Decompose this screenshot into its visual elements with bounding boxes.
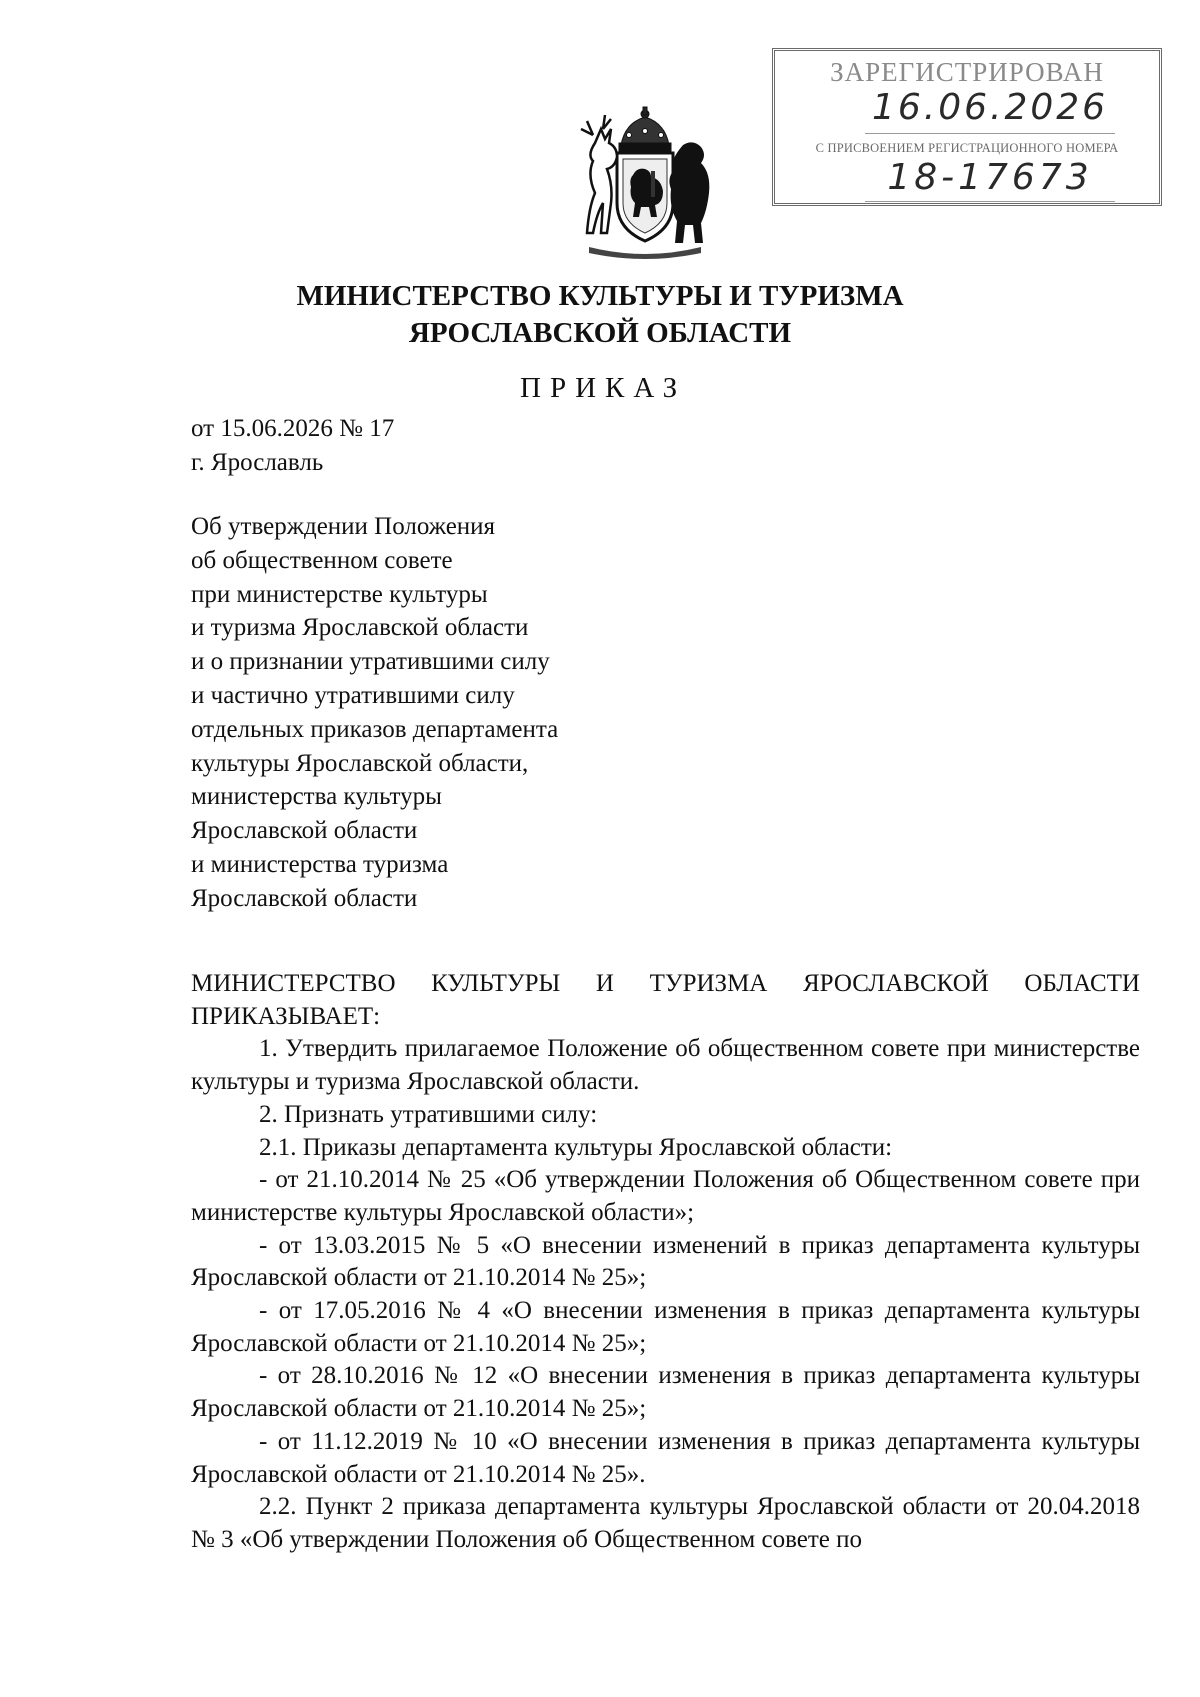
yaroslavl-region-coat-of-arms-icon xyxy=(565,105,725,265)
body-paragraph: 1. Утвердить прилагаемое Положение об общественном совете при министерстве культуры и туризма Ярославской области. xyxy=(191,1035,1140,1096)
stamp-number: 18-17673 xyxy=(887,157,1093,198)
body-paragraph: 2.2. Пункт 2 приказа департамента культуры Ярославской области от 20.04.2018 № 3 «Об утверждении Положения об Общественном совете по xyxy=(191,1493,1140,1553)
registration-stamp xyxy=(772,48,1162,206)
body-preamble: МИНИСТЕРСТВО КУЛЬТУРЫ И ТУРИЗМА ЯРОСЛАВСКОЙ ОБЛАСТИ ПРИКАЗЫВАЕТ: xyxy=(191,970,1140,1030)
subject-line: и министерства туризма xyxy=(191,850,449,878)
body-paragraph: - от 21.10.2014 № 25 «Об утверждении Положения об Общественном совете при министерстве культуры Ярославской области»; xyxy=(191,1166,1140,1226)
document-body xyxy=(191,968,1140,1557)
stamp-date: 16.06.2026 xyxy=(871,87,1109,128)
document-date-number: от 15.06.2026 № 17 xyxy=(191,415,395,442)
body-paragraph: 2. Признать утратившими силу: xyxy=(259,1100,598,1128)
subject-line: и частично утратившими силу xyxy=(191,681,515,709)
subject-line: культуры Ярославской области, xyxy=(191,749,529,777)
document-city: г. Ярославль xyxy=(191,449,324,476)
subject-line: Об утверждении Положения xyxy=(191,513,496,540)
stamp-caption: С ПРИСВОЕНИЕМ РЕГИСТРАЦИОННОГО НОМЕРА xyxy=(815,141,1119,155)
document-subject xyxy=(191,510,711,916)
document-type: ПРИКАЗ xyxy=(520,372,687,404)
document-meta xyxy=(191,412,394,480)
body-paragraph: 2.1. Приказы департамента культуры Ярославской области: xyxy=(259,1133,893,1161)
subject-line: при министерстве культуры xyxy=(191,580,488,608)
body-paragraph: - от 28.10.2016 № 12 «О внесении изменения в приказ департамента культуры Ярославской области от 21.10.2014 № 25»; xyxy=(191,1362,1140,1423)
subject-line: и о признании утратившими силу xyxy=(191,648,550,676)
ministry-title xyxy=(0,278,1200,352)
stamp-title: ЗАРЕГИСТРИРОВАН xyxy=(830,57,1104,87)
subject-line: министерства культуры xyxy=(191,783,442,811)
ministry-title-line2: ЯРОСЛАВСКОЙ ОБЛАСТИ xyxy=(408,317,792,349)
body-paragraph: - от 11.12.2019 № 10 «О внесении изменения в приказ департамента культуры Ярославской области от 21.10.2014 № 25». xyxy=(191,1427,1140,1488)
stamp-date-underline xyxy=(865,133,1115,134)
body-paragraph: - от 17.05.2016 № 4 «О внесении изменения в приказ департамента культуры Ярославской области от 21.10.2014 № 25»; xyxy=(191,1297,1140,1357)
stamp-number-underline xyxy=(865,201,1115,202)
ministry-title-line1: МИНИСТЕРСТВО КУЛЬТУРЫ И ТУРИЗМА xyxy=(296,280,904,312)
subject-line: и туризма Ярославской области xyxy=(191,614,529,642)
subject-line: Ярославской области xyxy=(191,817,418,845)
subject-line: Ярославской области xyxy=(191,884,418,912)
subject-line: об общественном совете xyxy=(191,546,453,574)
subject-line: отдельных приказов департамента xyxy=(191,715,559,743)
body-paragraph: - от 13.03.2015 № 5 «О внесении изменений в приказ департамента культуры Ярославской области от 21.10.2014 № 25»; xyxy=(191,1231,1140,1292)
